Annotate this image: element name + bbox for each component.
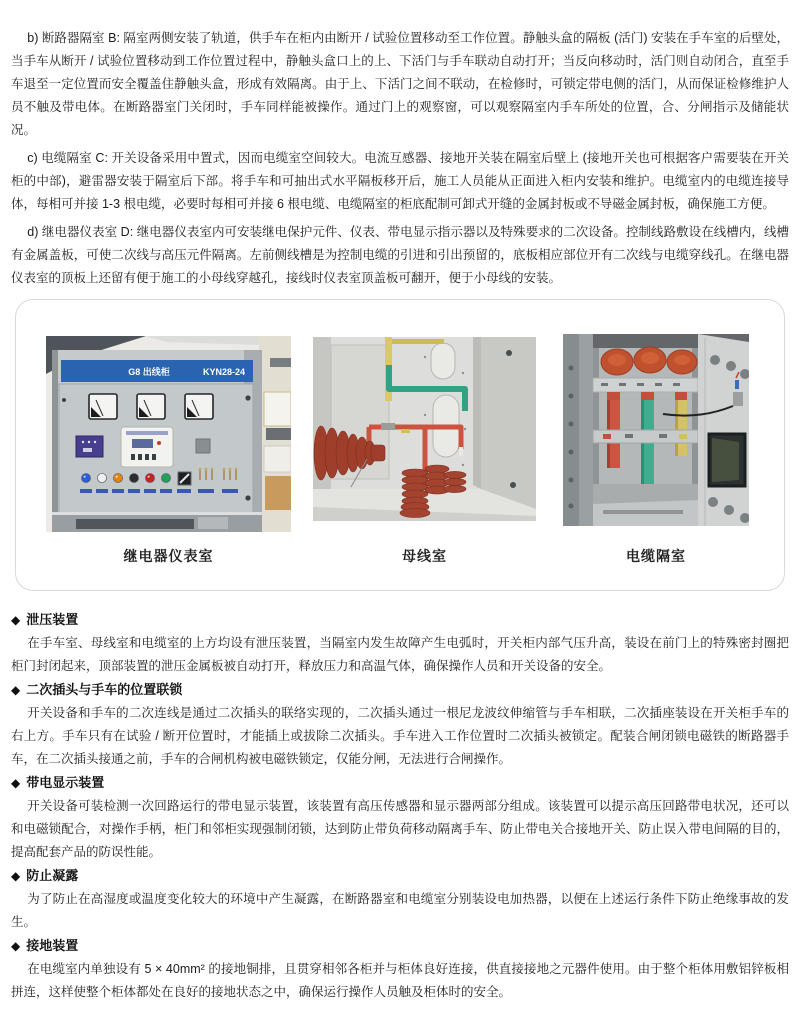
control-switch xyxy=(178,472,191,485)
section-grounding xyxy=(11,934,789,1004)
caption-busbar-room: 母线室 xyxy=(402,548,447,564)
section-body: 在手车室、母线室和电缆室的上方均设有泄压装置，当隔室内发生故障产生电弧时，开关柜内部气压升高，装设在前门上的特殊密封圈把柜门封闭起来，顶部装置的泄压金属板被自动打开，释放压力和高温气体，确保操作人员和开关设备的安全。 xyxy=(11,636,789,673)
top-bushings xyxy=(601,347,697,375)
section-heading xyxy=(11,771,789,795)
section-live-display xyxy=(11,771,789,864)
section-title: 带电显示装置 xyxy=(26,775,105,790)
indicator-box xyxy=(76,436,103,457)
busbar-room-illustration xyxy=(313,337,536,521)
section-body: 开关设备和手车的二次连线是通过二次插头的联络实现的，二次插头通过一根尼龙波纹伸缩管与手车相联，二次插座装设在开关柜手车的右上方。手车只有在试验 / 断开位置时，才能插上或拔除二次插头。手车进入工作位置时二次插头被锁定。配装合闸闭锁电磁铁的断路器手车，在二次插头接通之前，手车的合闸机构被电磁铁锁定，仅能分闸，无法进行合闸操作。 xyxy=(11,706,789,766)
caption-cable-compartment: 电缆隔室 xyxy=(626,548,686,564)
photo-busbar-room xyxy=(313,337,536,521)
photo-panel xyxy=(15,299,785,591)
section-title: 接地装置 xyxy=(26,938,79,953)
section-heading xyxy=(11,864,789,888)
photo-cable-compartment xyxy=(563,334,749,526)
analog-meters xyxy=(89,394,213,419)
paragraph-breaker-compartment: b) 断路器隔室 B: 隔室两侧安装了轨道，供手车在柜内由断开 / 试验位置移动至工作位置。静触头盒的隔板 (活门) 安装在手车室的后壁处，当手车从断开 / 试验位置移动到工作位置过程中，静触头盒口上的上、下活门与手车联动自动打开；当反向移动时，活门则自动闭合，直至手车退至一定位置而安全覆盖住静触头盒，形成有效隔离。由于上、下活门之间不联动，在检修时，可锁定带电侧的活门，从而保证检修维护人员不触及带电体。在断路器室门关闭时，手车同样能被操作。通过门上的观察窗，可以观察隔室内手车所处的位置，合、分闸指示及储能状况。 xyxy=(11,31,789,137)
section-anti-condensation xyxy=(11,864,789,934)
mid-rail xyxy=(593,430,698,443)
small-gray-button xyxy=(196,439,210,453)
top-rail xyxy=(593,378,698,392)
section-body: 开关设备可装检测一次回路运行的带电显示装置，该装置有高压传感器和显示器两部分组成。该装置可以提示高压回路带电状况，还可以和电磁锁配合，对操作手柄，柜门和邻柜实现强制闭锁，达到防止带负荷移动隔离手车、防止带电关合接地开关、防止误入带电间隔的目的，提高配套产品的防误性能。 xyxy=(11,799,789,859)
cable-compartment-illustration xyxy=(563,334,749,526)
busbar-clamp xyxy=(381,423,395,430)
cabinet-door xyxy=(698,334,749,526)
section-title: 泄压装置 xyxy=(26,612,79,627)
feature-sections xyxy=(11,608,789,1004)
nameplate-model-left-label: G8 出线柜 xyxy=(128,367,170,377)
diamond-bullet-icon: ◆ xyxy=(11,683,21,697)
section-title: 二次插头与手车的位置联锁 xyxy=(26,682,183,697)
paragraph-cable-compartment: c) 电缆隔室 C: 开关设备采用中置式，因而电缆室空间较大。电流互感器、接地开关装在隔室后壁上 (接地开关也可根据客户需要装在开关柜的中部)，避雷器安装于隔室后下部。将手车和可抽出式水平隔板移开后，施工人员能从正面进入柜内安装和维护。电缆室内的电缆连接导体，每相可并接 1-3 根电缆，必要时每相可并接 6 根电缆、电缆隔室的柜底配制可卸式开缝的金属封板或不导磁金属封板，确保施工方便。 xyxy=(11,151,789,211)
content-area xyxy=(11,27,789,1004)
section-body: 在电缆室内单独设有 5 × 40mm² 的接地铜排，且贯穿相邻各柜并与柜体良好连接，供直接接地之元器件使用。由于整个柜体用敷铝锌板相拼连，这样使整个柜体都处在良好的接地状态之中，确保运行操作人员触及柜体时的安全。 xyxy=(11,962,789,999)
protection-relay-unit xyxy=(121,427,173,467)
diamond-bullet-icon: ◆ xyxy=(11,613,21,627)
section-heading xyxy=(11,934,789,958)
diamond-bullet-icon: ◆ xyxy=(11,776,21,790)
diamond-bullet-icon: ◆ xyxy=(11,869,21,883)
relay-room-illustration xyxy=(46,336,291,532)
section-pressure-relief xyxy=(11,608,789,678)
nameplate-model-right-label: KYN28-24 xyxy=(202,367,246,377)
diamond-bullet-icon: ◆ xyxy=(11,939,21,953)
section-heading xyxy=(11,678,789,702)
photo-relay-instrument-room xyxy=(46,336,291,532)
section-title: 防止凝露 xyxy=(26,868,79,883)
section-secondary-plug-interlock xyxy=(11,678,789,771)
paragraph-relay-compartment: d) 继电器仪表室 D: 继电器仪表室内可安装继电保护元件、仪表、带电显示指示器以及特殊要求的二次设备。控制线路敷设在线槽内，线槽有金属盖板，可使二次线与高压元件隔离。左前侧线槽是为控制电缆的引进和引出预留的，底板相应部位开有二次线与电缆穿线孔。在继电器仪表室的顶板上还留有便于施工的小母线穿越孔，接线时仪表室顶盖板可翻开，便于小母线的安装。 xyxy=(11,225,789,285)
section-heading xyxy=(11,608,789,632)
caption-relay-instrument-room: 继电器仪表室 xyxy=(123,548,214,564)
section-body: 为了防止在高湿度或温度变化较大的环境中产生凝露，在断路器室和电缆室分别装设电加热器，以便在上述运行条件下防止绝缘事故的发生。 xyxy=(11,892,789,929)
